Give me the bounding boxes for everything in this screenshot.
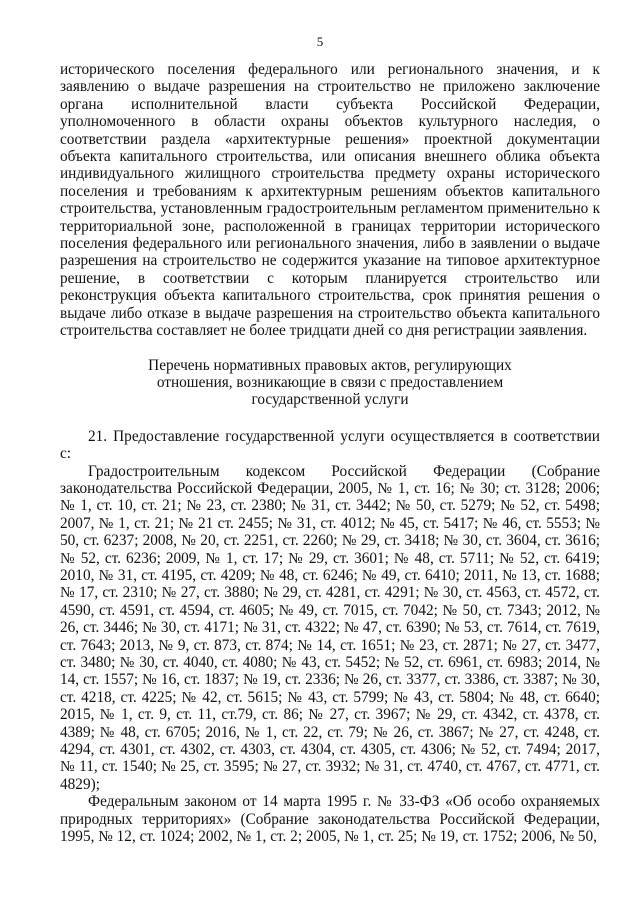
federal-law-reference: Федеральным законом от 14 марта 1995 г. № 33-ФЗ «Об особо охраняемых природных территориях» (Собрание законодательства Российской Федерации, 1995, № 12, ст. 1024; 2002, № 1, ст. 2; 2005, № 1, ст. 25; № 19, ст. 1752; 2006, № 50,	[60, 793, 600, 846]
section-heading-line-2: отношения, возникающие в связи с предоставлением	[156, 373, 504, 391]
section-heading	[60, 357, 600, 409]
gradostroitelny-code-reference: Градостроительным кодексом Российской Федерации (Собрание законодательства Российской Федерации, 2005, № 1, ст. 16; № 30; ст. 3128; 2006; № 1, ст. 10, ст. 21; № 23, ст. 2380; № 31, ст. 3442; № 50, ст. 5279; № 52, ст. 5498; 2007, № 1, ст. 21; № 21 ст. 2455; № 31, ст. 4012; № 45, ст. 5417; № 46, ст. 5553; № 50, ст. 6237; 2008, № 20, ст. 2251, ст. 2260; № 29, ст. 3418; № 30, ст. 3604, ст. 3616; № 52, ст. 6236; 2009, № 1, ст. 17; № 29, ст. 3601; № 48, ст. 5711; № 52, ст. 6419; 2010, № 31, ст. 4195, ст. 4209; № 48, ст. 6246; № 49, ст. 6410; 2011, № 13, ст. 1688; № 17, ст. 2310; № 27, ст. 3880; № 29, ст. 4281, ст. 4291; № 30, ст. 4563, ст. 4572, ст. 4590, ст. 4591, ст. 4594, ст. 4605; № 49, ст. 7015, ст. 7042; № 50, ст. 7343; 2012, № 26, ст. 3446; № 30, ст. 4171; № 31, ст. 4322; № 47, ст. 6390; № 53, ст. 7614, ст. 7619, ст. 7643; 2013, № 9, ст. 873, ст. 874; № 14, ст. 1651; № 23, ст. 2871; № 27, ст. 3477, ст. 3480; № 30, ст. 4040, ст. 4080; № 43, ст. 5452; № 52, ст. 6961, ст. 6983; 2014, № 14, ст. 1557; № 16, ст. 1837; № 19, ст. 2336; № 26, ст. 3377, ст. 3386, ст. 3387; № 30, ст. 4218, ст. 4225; № 42, ст. 5615; № 43, ст. 5799; № 43, ст. 5804; № 48, ст. 6640; 2015, № 1, ст. 9, ст. 11, ст.79, ст. 86; № 27, ст. 3967; № 29, ст. 4342, ст. 4378, ст. 4389; № 48, ст. 6705; 2016, № 1, ст. 22, ст. 79; № 26, ст. 3867; № 27, ст. 4248, ст. 4294, ст. 4301, ст. 4302, ст. 4303, ст. 4304, ст. 4305, ст. 4306; № 52, ст. 7494; 2017, № 11, ст. 1540; № 25, ст. 3595; № 27, ст. 3932; № 31, ст. 4740, ст. 4767, ст. 4771, ст. 4829);	[60, 462, 600, 793]
item-21: 21. Предоставление государственной услуги осуществляется в соответствии с:	[60, 427, 600, 463]
paragraph-historic-settlement: исторического поселения федерального или регионального значения, и к заявлению о выдаче разрешения на строительство не приложено заключение органа исполнительной власти субъекта Российской Федерации, уполномоченного в области охраны объектов культурного наследия, о соответствии раздела «архитектурные решения» проектной документации объекта капитального строительства, или описания внешнего облика объекта индивидуального жилищного строительства предмету охраны исторического поселения и требованиям к архитектурным решениям объектов капитального строительства, установленным градостроительным регламентом применительно к территориальной зоне, расположенной в границах территории исторического поселения федерального или регионального значения, либо в заявлении о выдаче разрешения на строительство не содержится указание на типовое архитектурное решение, в соответствии с которым планируется строительство или реконструкция объекта капитального строительства, срок принятия решения о выдаче либо отказе в выдаче разрешения на строительство объекта капитального строительства составляет не более тридцати дней со дня регистрации заявления.	[60, 61, 600, 340]
section-heading-line-1: Перечень нормативных правовых актов, регулирующих	[148, 356, 512, 374]
document-body	[60, 61, 600, 845]
section-heading-line-3: государственной услуги	[251, 391, 409, 409]
page-number: 5	[316, 34, 324, 49]
